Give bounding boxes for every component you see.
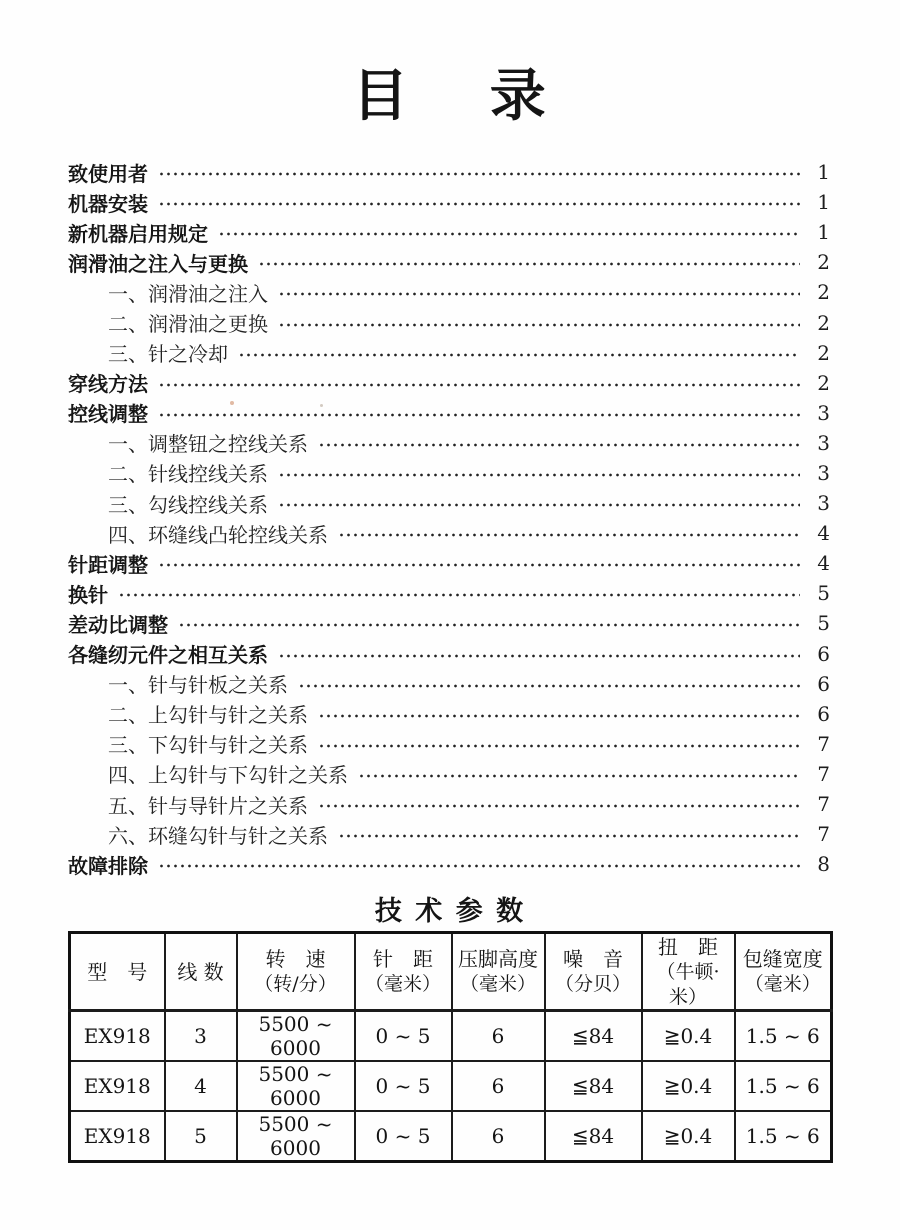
toc-entry (68, 307, 830, 337)
toc-entry (68, 789, 830, 819)
spec-column-header (642, 933, 735, 1011)
table-row (70, 1011, 832, 1062)
toc-page-number: 7 (817, 761, 830, 786)
toc-entry-label: 五、针与导针片之关系 (108, 793, 308, 818)
dot-leader (278, 322, 800, 328)
dot-leader (158, 562, 800, 568)
dot-leader (258, 261, 800, 267)
spec-column-header (545, 933, 642, 1011)
toc-entry (68, 639, 830, 669)
toc-page-number: 1 (817, 160, 830, 185)
spec-column-header (237, 933, 355, 1011)
toc-page-number: 2 (817, 370, 830, 395)
spec-cell: ≦84 (545, 1011, 642, 1062)
toc-entry (68, 157, 830, 187)
spec-cell: 1.5 ~ 6 (735, 1011, 832, 1062)
spec-column-title: 压脚高度 (458, 947, 538, 972)
toc-page-number: 3 (817, 400, 830, 425)
spec-cell: 6 (452, 1061, 545, 1111)
toc-entry (68, 819, 830, 849)
toc-entry (68, 729, 830, 759)
dot-leader (318, 743, 800, 749)
dot-leader (158, 171, 800, 177)
toc-page-number: 4 (817, 521, 830, 546)
spec-header-row (70, 933, 832, 1011)
toc-entry-label: 新机器启用规定 (68, 221, 208, 246)
toc-entry-label: 换针 (68, 582, 108, 607)
spec-column-header (735, 933, 832, 1011)
spec-cell: 6 (452, 1111, 545, 1162)
toc-page-number: 2 (817, 340, 830, 365)
toc-entry-label: 一、润滑油之注入 (108, 281, 268, 306)
toc-page-number: 7 (817, 792, 830, 817)
toc-entry-label: 控线调整 (68, 402, 148, 427)
toc-entry (68, 398, 830, 428)
toc-page-number: 7 (817, 822, 830, 847)
spec-cell: 5500 ~ 6000 (237, 1111, 355, 1162)
toc-entry-label: 机器安装 (68, 191, 148, 216)
spec-cell: 4 (165, 1061, 237, 1111)
spec-column-unit: （转/分） (254, 973, 337, 996)
spec-cell: 0 ~ 5 (355, 1011, 452, 1062)
toc-entry (68, 277, 830, 307)
spec-cell: ≦84 (545, 1111, 642, 1162)
toc-entry-label: 一、针与针板之关系 (108, 673, 288, 698)
toc-page-number: 2 (817, 310, 830, 335)
toc-entry-label: 致使用者 (68, 161, 148, 186)
toc-entry-label: 四、上勾针与下勾针之关系 (108, 763, 348, 788)
spec-column-title: 包缝宽度 (742, 947, 823, 972)
toc-entry-label: 四、环缝线凸轮控线关系 (108, 522, 328, 547)
page-title: 目 录 (352, 63, 548, 129)
toc-page-number: 2 (817, 250, 830, 275)
spec-cell: 5500 ~ 6000 (237, 1011, 355, 1062)
spec-column-title: 线 数 (177, 959, 224, 984)
toc-entry (68, 428, 830, 458)
toc-entry-label: 三、勾线控线关系 (108, 492, 268, 517)
spec-column-unit: （牛顿·米） (656, 961, 720, 1008)
toc-page-number: 7 (817, 731, 830, 756)
spec-section-heading: 技 术 参 数 (374, 896, 526, 927)
spec-cell: ≧0.4 (642, 1061, 735, 1111)
toc-page-number: 6 (817, 701, 830, 726)
toc-entry-label: 各缝纫元件之相互关系 (68, 643, 268, 668)
spec-cell: ≧0.4 (642, 1011, 735, 1062)
spec-column-unit: （分贝） (554, 973, 631, 996)
toc-entry-label: 二、针线控线关系 (108, 462, 268, 487)
spec-column-title: 扭 距 (658, 935, 718, 959)
toc-entry (68, 849, 830, 879)
spec-cell: ≧0.4 (642, 1111, 735, 1162)
spec-cell: EX918 (70, 1011, 165, 1062)
toc-entry (68, 488, 830, 518)
toc-entry (68, 548, 830, 578)
dot-leader (158, 382, 800, 388)
dot-leader (158, 201, 800, 207)
dot-leader (358, 773, 800, 779)
spec-table-body (70, 1011, 832, 1162)
spec-column-unit: （毫米） (364, 973, 441, 996)
dot-leader (158, 412, 800, 418)
toc-entry-label: 一、调整钮之控线关系 (108, 432, 308, 457)
spec-column-title: 针 距 (373, 947, 433, 972)
dot-leader (278, 291, 800, 297)
toc-entry-label: 穿线方法 (68, 372, 148, 397)
spec-cell: 0 ~ 5 (355, 1061, 452, 1111)
toc-entry (68, 578, 830, 608)
toc-page-number: 6 (817, 641, 830, 666)
dot-leader (218, 231, 800, 237)
spec-column-header (165, 933, 237, 1011)
toc-page-number: 3 (817, 491, 830, 516)
dot-leader (158, 863, 800, 869)
toc-page-number: 3 (817, 460, 830, 485)
toc-entry-label: 故障排除 (68, 853, 148, 878)
spec-column-header (355, 933, 452, 1011)
toc-page-number: 6 (817, 671, 830, 696)
spec-cell: 1.5 ~ 6 (735, 1061, 832, 1111)
dot-leader (338, 532, 800, 538)
spec-table-header (70, 933, 832, 1011)
toc-entry (68, 608, 830, 638)
toc-entry (68, 669, 830, 699)
spec-column-header (452, 933, 545, 1011)
toc-entry-label: 三、针之冷却 (108, 342, 228, 367)
toc-page-number: 3 (817, 430, 830, 455)
dot-leader (278, 502, 800, 508)
spec-cell: 1.5 ~ 6 (735, 1111, 832, 1162)
dot-leader (178, 622, 800, 628)
table-row (70, 1111, 832, 1162)
toc-page-number: 8 (817, 852, 830, 877)
spec-cell: EX918 (70, 1111, 165, 1162)
dot-leader (318, 713, 800, 719)
toc-entry (68, 518, 830, 548)
toc-entry-label: 润滑油之注入与更换 (68, 251, 248, 276)
dot-leader (278, 472, 800, 478)
toc-entry-label: 六、环缝勾针与针之关系 (108, 823, 328, 848)
dot-leader (118, 592, 800, 598)
toc-page-number: 1 (817, 190, 830, 215)
dot-leader (298, 683, 800, 689)
toc-entry (68, 458, 830, 488)
dot-leader (318, 803, 800, 809)
dot-leader (318, 442, 800, 448)
spec-cell: ≦84 (545, 1061, 642, 1111)
table-row (70, 1061, 832, 1111)
dot-leader (338, 833, 800, 839)
spec-column-title: 型 号 (87, 959, 148, 984)
toc-page-number: 2 (817, 280, 830, 305)
toc-entry (68, 699, 830, 729)
spec-column-title: 噪 音 (563, 947, 623, 972)
spec-cell: 3 (165, 1011, 237, 1062)
toc-page-number: 5 (817, 581, 830, 606)
toc-page-number: 1 (817, 220, 830, 245)
toc-entry (68, 368, 830, 398)
toc-entry-label: 三、下勾针与针之关系 (108, 733, 308, 758)
spec-cell: 5 (165, 1111, 237, 1162)
spec-cell: 6 (452, 1011, 545, 1062)
spec-column-header (70, 933, 165, 1011)
spec-column-unit: （毫米） (459, 973, 536, 996)
spec-column-unit: （毫米） (744, 973, 821, 996)
spec-column-title: 转 速 (265, 947, 326, 972)
dot-leader (278, 653, 800, 659)
toc-entry (68, 338, 830, 368)
spec-cell: 0 ~ 5 (355, 1111, 452, 1162)
spec-table (68, 931, 833, 1163)
toc-entry-label: 差动比调整 (68, 612, 168, 637)
toc-entry (68, 247, 830, 277)
toc-entry-label: 二、上勾针与针之关系 (108, 703, 308, 728)
spec-cell: EX918 (70, 1061, 165, 1111)
toc-entry-label: 二、润滑油之更换 (108, 312, 268, 337)
dot-leader (238, 352, 800, 358)
toc-entry (68, 217, 830, 247)
toc-entry (68, 759, 830, 789)
toc-entry (68, 187, 830, 217)
spec-cell: 5500 ~ 6000 (237, 1061, 355, 1111)
table-of-contents (68, 157, 830, 879)
scan-speck (230, 401, 234, 405)
scan-speck (320, 404, 323, 407)
toc-page-number: 5 (817, 611, 830, 636)
toc-entry-label: 针距调整 (68, 552, 148, 577)
toc-page-number: 4 (817, 551, 830, 576)
